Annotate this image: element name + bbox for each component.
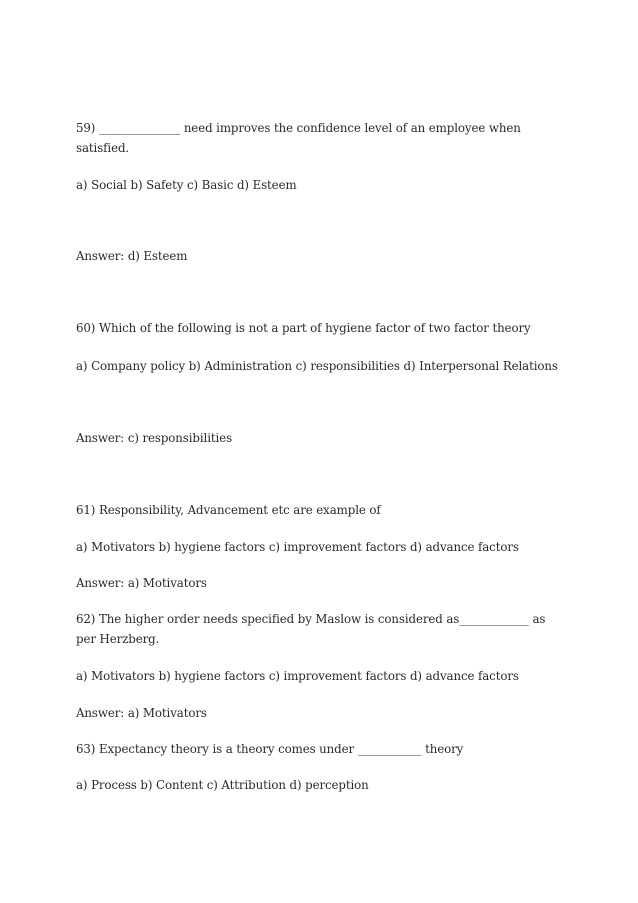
- question-text: Which of the following is not a part of hygiene factor of two factor theory: [98, 321, 531, 335]
- question-number: 61): [76, 503, 96, 517]
- question-59: [76, 118, 566, 158]
- question-63-options: a) Process b) Content c) Attribution d) perception: [76, 778, 369, 792]
- question-61: [76, 500, 566, 520]
- question-60-answer: Answer: c) responsibilities: [76, 431, 233, 445]
- question-62: [76, 609, 566, 649]
- question-60: [76, 318, 566, 338]
- question-number: 63): [76, 742, 96, 756]
- question-62-answer: Answer: a) Motivators: [76, 706, 207, 720]
- question-number: 60): [76, 321, 96, 335]
- question-text: The higher order needs specified by Maslow is considered as____________ as per Herzberg.: [76, 612, 546, 646]
- question-60-options: a) Company policy b) Administration c) responsibilities d) Interpersonal Relations: [76, 359, 558, 373]
- question-number: 59): [76, 121, 96, 135]
- question-text: ______________ need improves the confidence level of an employee when satisfied.: [76, 121, 521, 155]
- question-63: [76, 739, 566, 759]
- question-61-options: a) Motivators b) hygiene factors c) improvement factors d) advance factors: [76, 540, 519, 554]
- question-text: Expectancy theory is a theory comes under ___________ theory: [98, 742, 464, 756]
- question-59-answer: Answer: d) Esteem: [76, 249, 188, 263]
- question-62-options: a) Motivators b) hygiene factors c) improvement factors d) advance factors: [76, 669, 519, 683]
- question-number: 62): [76, 612, 96, 626]
- question-61-answer: Answer: a) Motivators: [76, 576, 207, 590]
- question-59-options: a) Social b) Safety c) Basic d) Esteem: [76, 178, 297, 192]
- question-text: Responsibility, Advancement etc are example of: [98, 503, 381, 517]
